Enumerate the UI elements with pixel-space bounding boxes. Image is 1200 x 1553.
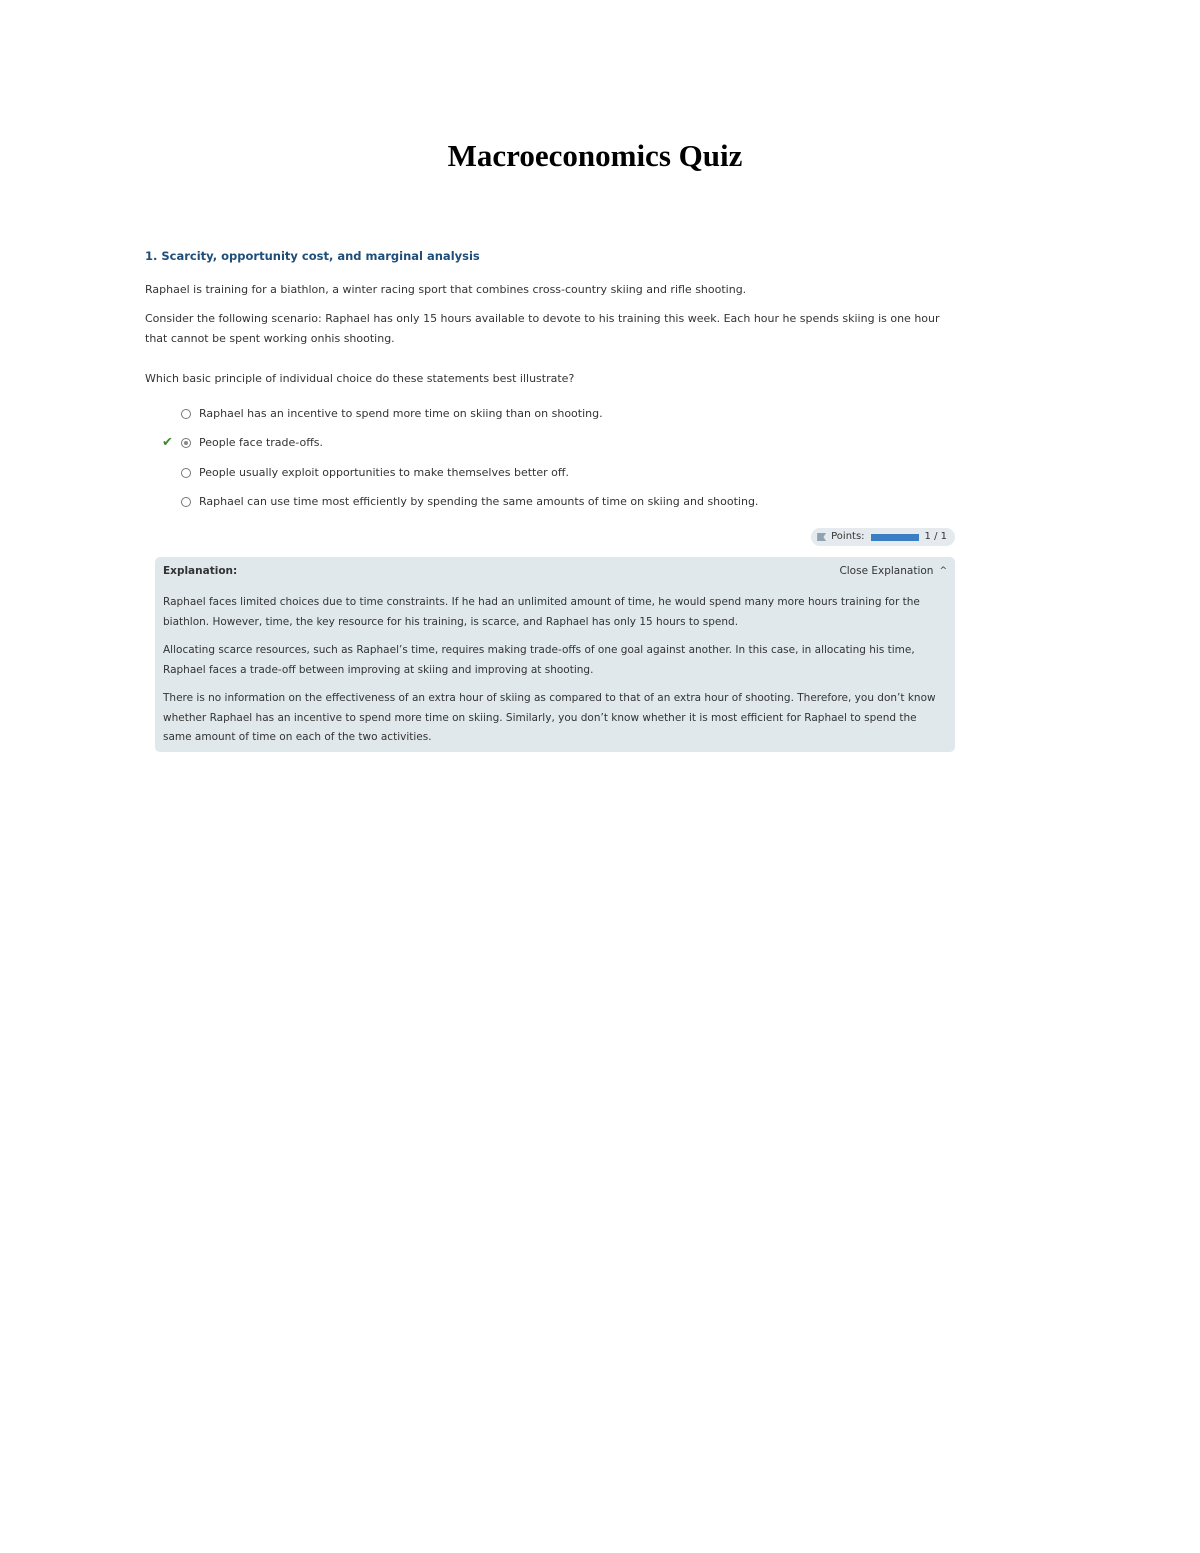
points-label: Points: [831, 531, 865, 542]
page-title: Macroeconomics Quiz [447, 138, 743, 173]
chevron-up-icon: ^ [939, 566, 947, 576]
answer-option-label: Raphael has an incentive to spend more time on skiing than on shooting. [199, 406, 603, 420]
explanation-paragraph: There is no information on the effectiveness of an extra hour of skiing as compared to that of an extra hour of shooting. Therefore, you don’t know whether Raphael has an incentive to spend more time on skiing. Similarly, you don’t know whether it is most efficient for Raphael to spend the same amount of time on each of the two activities. [163, 692, 936, 743]
radio-button-selected[interactable] [181, 438, 191, 448]
explanation-paragraph: Raphael faces limited choices due to time constraints. If he had an unlimited amount of time, he would spend many more hours training for the biathlon. However, time, the key resource for his training, is scarce, and Raphael has only 15 hours to spend. [163, 596, 920, 628]
question-block [145, 246, 955, 752]
answer-option-label: People face trade-offs. [199, 436, 324, 450]
points-progress-bar [871, 534, 919, 541]
radio-button[interactable] [181, 468, 191, 478]
answer-option-label: People usually exploit opportunities to make themselves better off. [199, 465, 569, 479]
answer-option-label: Raphael can use time most efficiently by spending the same amounts of time on skiing and shooting. [199, 495, 759, 509]
points-badge [811, 528, 955, 546]
explanation-panel [155, 557, 955, 752]
points-score: 1 / 1 [924, 531, 947, 542]
question-paragraph: Raphael is training for a biathlon, a winter racing sport that combines cross-country skiing and rifle shooting. [145, 283, 747, 296]
answer-option[interactable] [145, 488, 955, 518]
question-paragraph: Consider the following scenario: Raphael has only 15 hours available to devote to his training this week. Each hour he spends skiing is one hour that cannot be spent working onhis shooting. [145, 312, 940, 345]
checkmark-icon: ✔ [162, 434, 173, 450]
close-explanation-label: Close Explanation [839, 565, 934, 577]
flag-icon [817, 533, 826, 541]
explanation-paragraph: Allocating scarce resources, such as Raphael’s time, requires making trade-offs of one goal against another. In this case, in allocating his time, Raphael faces a trade-off between improving at skiing and improving at shooting. [163, 644, 915, 676]
answer-option[interactable] [145, 399, 955, 429]
answer-option[interactable] [145, 429, 955, 459]
points-progress-fill [871, 534, 919, 541]
points-row [145, 528, 955, 546]
question-prompt: Which basic principle of individual choice do these statements best illustrate? [145, 372, 575, 385]
answer-option[interactable] [145, 458, 955, 488]
explanation-header [163, 561, 947, 581]
question-heading: 1. Scarcity, opportunity cost, and marginal analysis [145, 249, 480, 263]
radio-button[interactable] [181, 497, 191, 507]
close-explanation-button[interactable] [839, 561, 947, 581]
explanation-title: Explanation: [163, 565, 238, 577]
radio-button[interactable] [181, 409, 191, 419]
answer-options [145, 399, 955, 517]
